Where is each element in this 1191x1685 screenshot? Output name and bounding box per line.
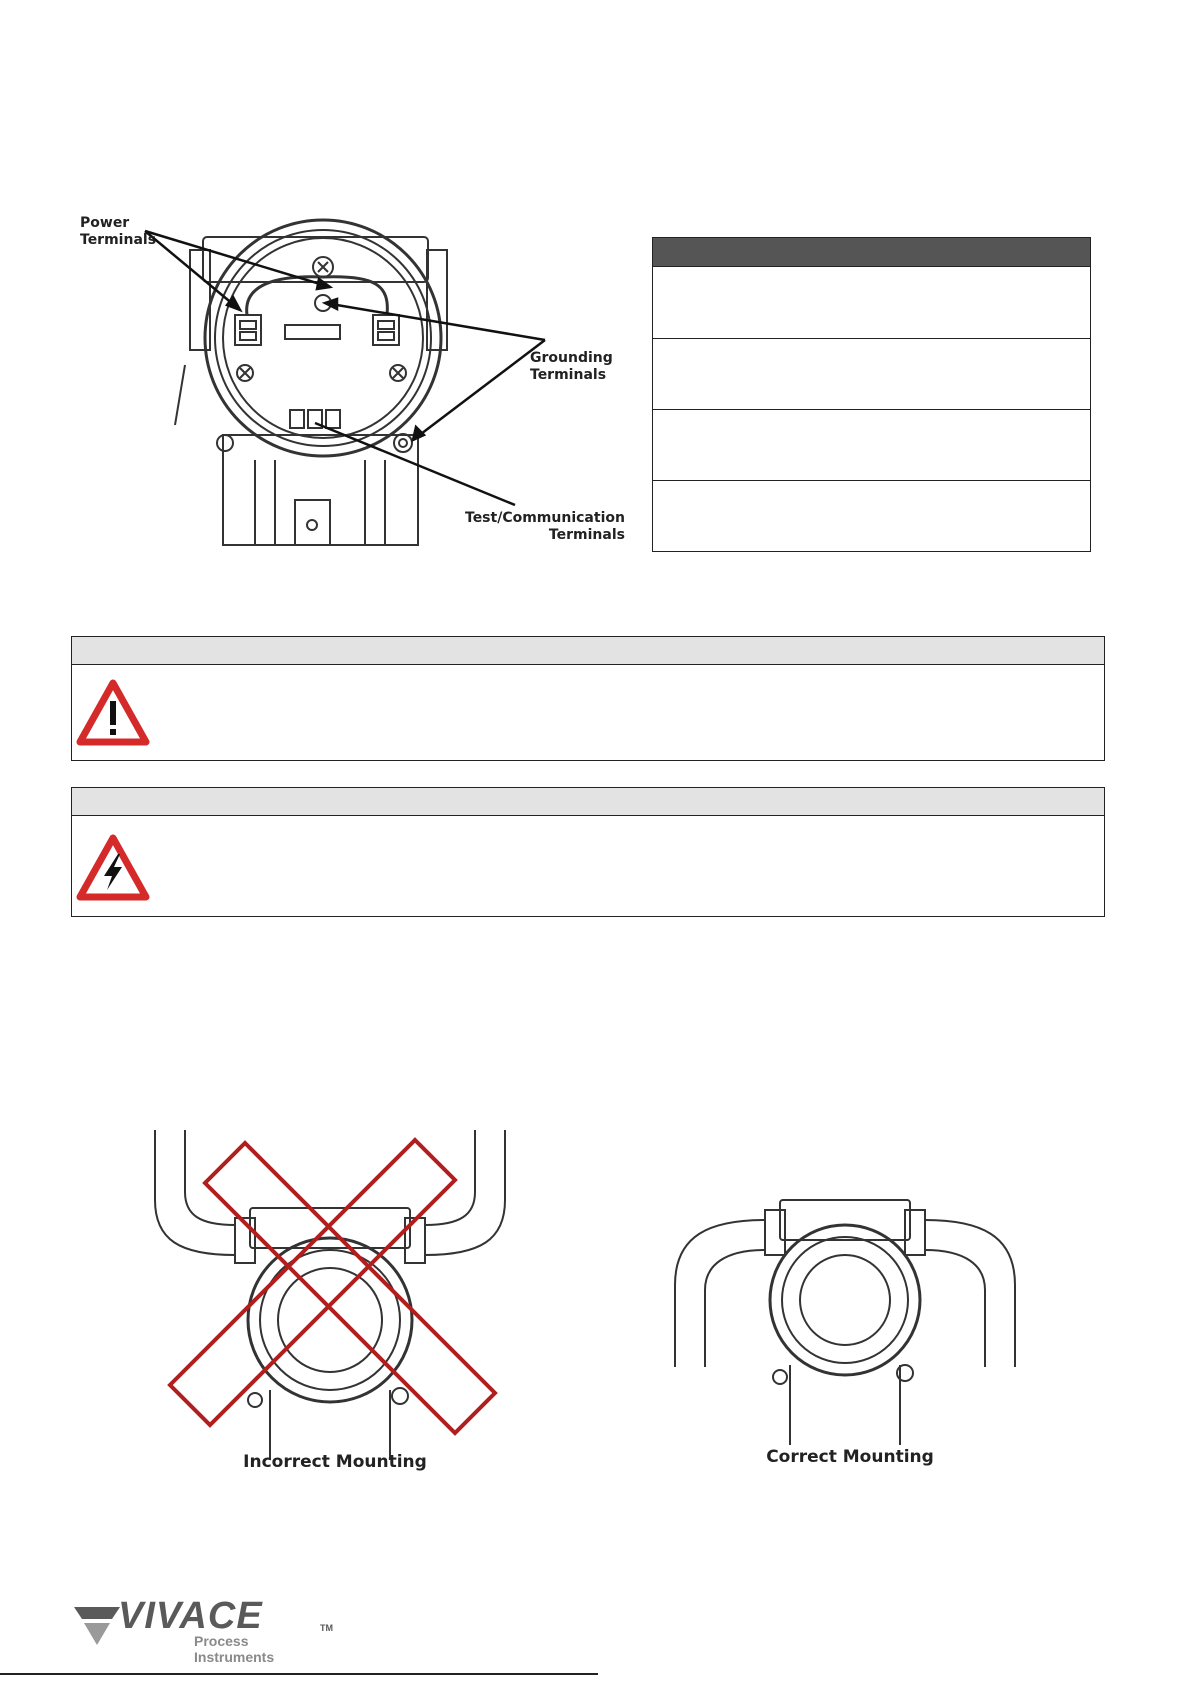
exclamation-triangle-icon bbox=[76, 679, 150, 747]
table-row bbox=[653, 267, 1090, 338]
trademark-symbol: TM bbox=[320, 1623, 333, 1633]
vivace-tagline: Process Instruments bbox=[194, 1633, 275, 1665]
table-row bbox=[653, 480, 1090, 551]
correct-mounting-drawing bbox=[670, 1195, 1030, 1455]
transmitter-terminal-drawing bbox=[75, 215, 635, 555]
vivace-logo bbox=[72, 1595, 333, 1665]
table-row bbox=[653, 338, 1090, 409]
warning-box-danger bbox=[71, 787, 1105, 917]
test-communication-terminals-label: Test/Communication Terminals bbox=[465, 510, 625, 543]
terminal-table-header bbox=[653, 238, 1090, 267]
power-terminals-label: Power Terminals bbox=[80, 215, 157, 248]
terminal-diagram bbox=[75, 215, 635, 555]
warning-box-header bbox=[72, 788, 1104, 816]
terminal-table bbox=[652, 237, 1091, 552]
vivace-logo-mark-icon bbox=[72, 1599, 122, 1649]
incorrect-mounting-caption: Incorrect Mounting bbox=[243, 1452, 427, 1472]
warning-box-attention bbox=[71, 636, 1105, 761]
correct-mounting-figure bbox=[670, 1195, 1030, 1495]
warning-box-header bbox=[72, 637, 1104, 665]
electric-hazard-icon bbox=[76, 834, 150, 902]
vivace-brand-name: VIVACE bbox=[118, 1595, 263, 1637]
grounding-terminals-label: Grounding Terminals bbox=[530, 350, 613, 383]
incorrect-mounting-drawing bbox=[150, 1120, 520, 1460]
table-row bbox=[653, 409, 1090, 480]
correct-mounting-caption: Correct Mounting bbox=[766, 1447, 934, 1467]
footer-divider bbox=[0, 1673, 598, 1675]
incorrect-mounting-figure bbox=[150, 1120, 520, 1490]
